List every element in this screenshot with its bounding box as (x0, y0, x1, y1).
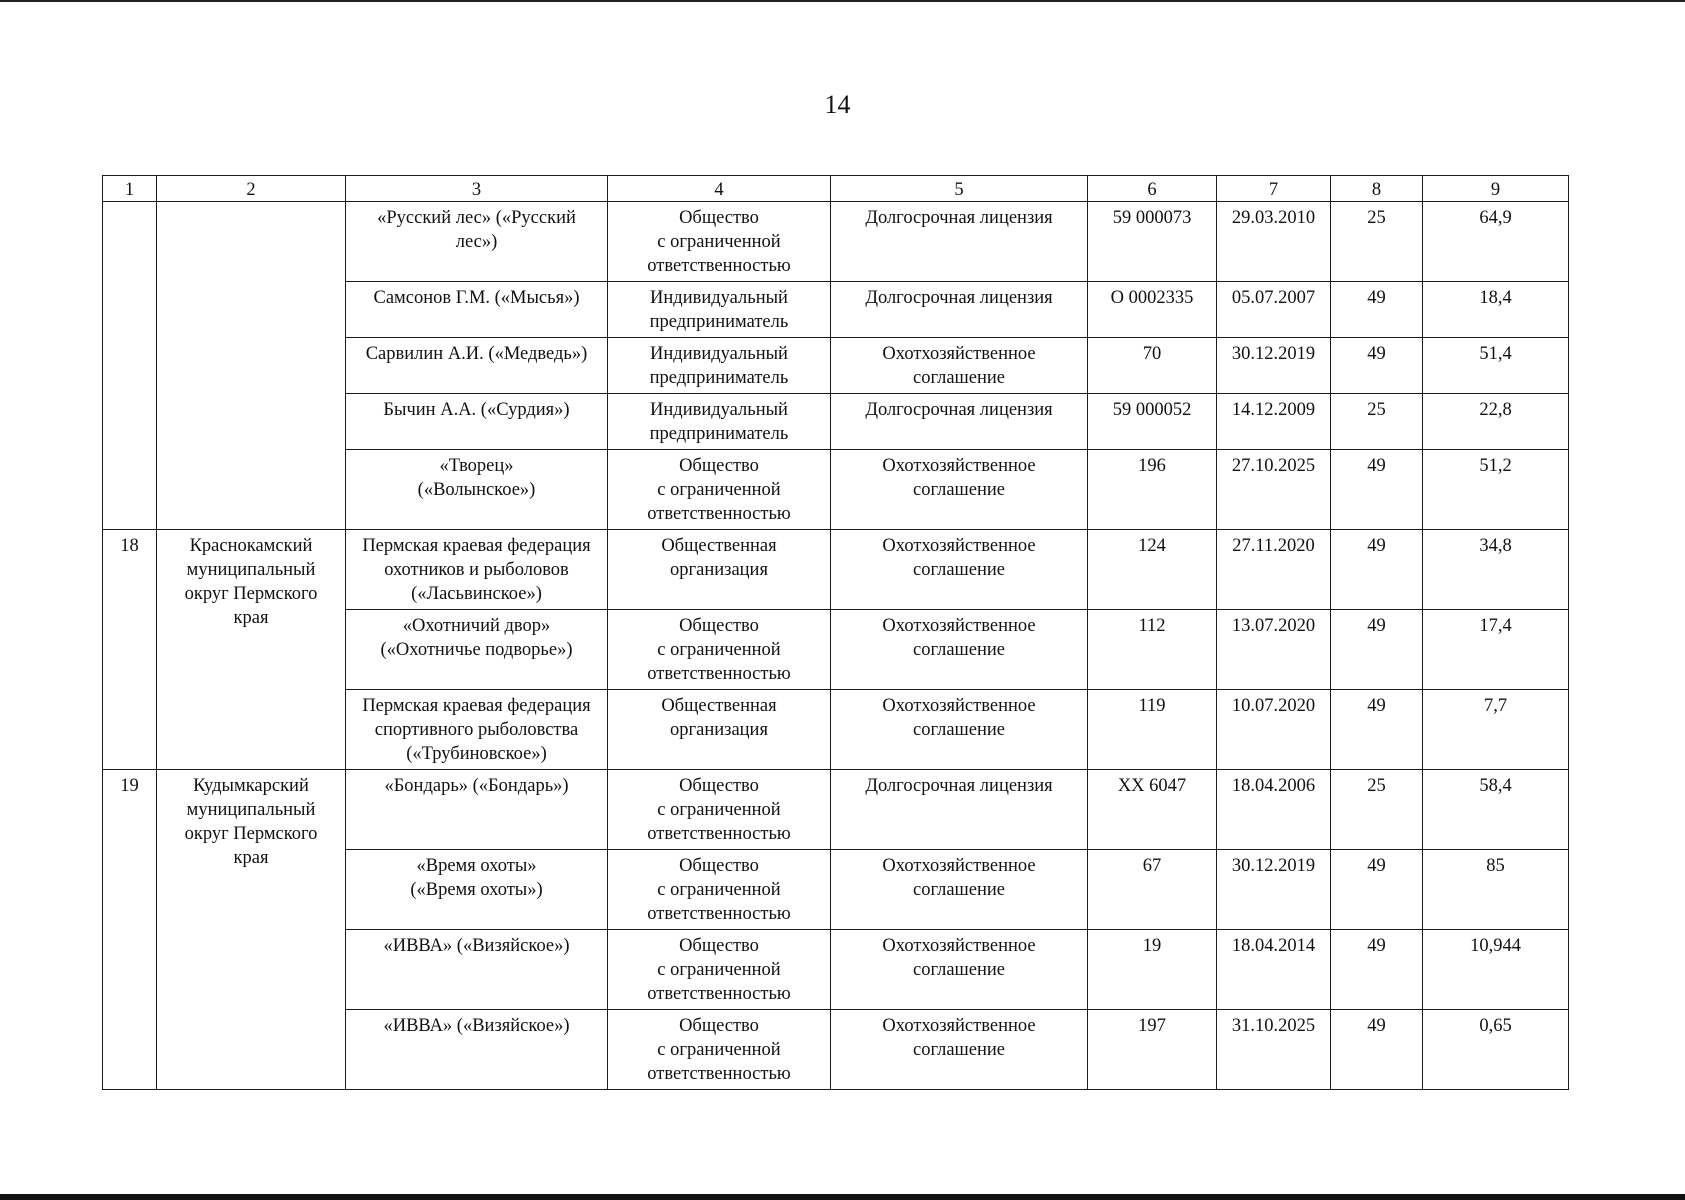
document-date-cell: 18.04.2014 (1217, 930, 1331, 1010)
document-type-cell: Охотхозяйственное соглашение (831, 610, 1088, 690)
org-type-cell: Общественная организация (608, 690, 831, 770)
org-type-cell: Общество с ограниченной ответственностью (608, 610, 831, 690)
table-row (103, 530, 1569, 610)
hunting-user-cell: «ИВВА» («Визяйское») (346, 1010, 608, 1090)
document-number-cell: 59 000073 (1088, 202, 1217, 282)
document-date-cell: 27.11.2020 (1217, 530, 1331, 610)
document-number-cell: 124 (1088, 530, 1217, 610)
district-cell (157, 202, 346, 530)
area-cell: 51,4 (1423, 338, 1569, 394)
document-date-cell: 29.03.2010 (1217, 202, 1331, 282)
hunting-grounds-table (102, 175, 1569, 1090)
hunting-user-cell: «ИВВА» («Визяйское») (346, 930, 608, 1010)
area-cell: 85 (1423, 850, 1569, 930)
document-date-cell: 27.10.2025 (1217, 450, 1331, 530)
area-cell: 22,8 (1423, 394, 1569, 450)
org-type-cell: Общество с ограниченной ответственностью (608, 770, 831, 850)
area-cell: 51,2 (1423, 450, 1569, 530)
document-date-cell: 05.07.2007 (1217, 282, 1331, 338)
org-type-cell: Общественная организация (608, 530, 831, 610)
column-number-row (103, 176, 1569, 202)
document-date-cell: 31.10.2025 (1217, 1010, 1331, 1090)
column-header-7: 7 (1217, 176, 1331, 202)
hunting-user-cell: Пермская краевая федерация спортивного рыболовства («Трубиновское») (346, 690, 608, 770)
hunting-user-cell: Пермская краевая федерация охотников и рыболовов («Ласьвинское») (346, 530, 608, 610)
term-cell: 49 (1331, 610, 1423, 690)
document-number-cell: 112 (1088, 610, 1217, 690)
org-type-cell: Общество с ограниченной ответственностью (608, 850, 831, 930)
document-number-cell: 67 (1088, 850, 1217, 930)
column-header-1: 1 (103, 176, 157, 202)
column-header-6: 6 (1088, 176, 1217, 202)
document-date-cell: 10.07.2020 (1217, 690, 1331, 770)
document-type-cell: Охотхозяйственное соглашение (831, 1010, 1088, 1090)
document-number-cell: 59 000052 (1088, 394, 1217, 450)
document-type-cell: Охотхозяйственное соглашение (831, 338, 1088, 394)
term-cell: 49 (1331, 282, 1423, 338)
group-number-cell: 18 (103, 530, 157, 770)
district-cell: Кудымкарский муниципальный округ Пермского края (157, 770, 346, 1090)
term-cell: 49 (1331, 930, 1423, 1010)
term-cell: 49 (1331, 530, 1423, 610)
document-date-cell: 30.12.2019 (1217, 338, 1331, 394)
document-date-cell: 18.04.2006 (1217, 770, 1331, 850)
document-type-cell: Охотхозяйственное соглашение (831, 450, 1088, 530)
hunting-user-cell: Самсонов Г.М. («Мысья») (346, 282, 608, 338)
term-cell: 25 (1331, 202, 1423, 282)
document-date-cell: 30.12.2019 (1217, 850, 1331, 930)
document-type-cell: Охотхозяйственное соглашение (831, 850, 1088, 930)
org-type-cell: Общество с ограниченной ответственностью (608, 450, 831, 530)
document-number-cell: О 0002335 (1088, 282, 1217, 338)
table-row (103, 770, 1569, 850)
column-header-5: 5 (831, 176, 1088, 202)
column-header-9: 9 (1423, 176, 1569, 202)
column-header-4: 4 (608, 176, 831, 202)
document-number-cell: 119 (1088, 690, 1217, 770)
area-cell: 18,4 (1423, 282, 1569, 338)
document-number-cell: 70 (1088, 338, 1217, 394)
document-type-cell: Охотхозяйственное соглашение (831, 690, 1088, 770)
document-type-cell: Охотхозяйственное соглашение (831, 530, 1088, 610)
page-number: 14 (824, 90, 851, 119)
district-cell: Краснокамский муниципальный округ Пермского края (157, 530, 346, 770)
column-header-8: 8 (1331, 176, 1423, 202)
hunting-user-cell: Бычин А.А. («Сурдия») (346, 394, 608, 450)
area-cell: 64,9 (1423, 202, 1569, 282)
term-cell: 49 (1331, 1010, 1423, 1090)
term-cell: 25 (1331, 394, 1423, 450)
org-type-cell: Общество с ограниченной ответственностью (608, 930, 831, 1010)
term-cell: 25 (1331, 770, 1423, 850)
document-number-cell: 19 (1088, 930, 1217, 1010)
group-number-cell: 19 (103, 770, 157, 1090)
org-type-cell: Индивидуальный предприниматель (608, 394, 831, 450)
term-cell: 49 (1331, 338, 1423, 394)
document-number-cell: 197 (1088, 1010, 1217, 1090)
area-cell: 58,4 (1423, 770, 1569, 850)
scan-edge-top (0, 0, 1685, 2)
document-type-cell: Долгосрочная лицензия (831, 394, 1088, 450)
area-cell: 0,65 (1423, 1010, 1569, 1090)
document-number-cell: 196 (1088, 450, 1217, 530)
term-cell: 49 (1331, 690, 1423, 770)
document-type-cell: Охотхозяйственное соглашение (831, 930, 1088, 1010)
area-cell: 7,7 (1423, 690, 1569, 770)
scan-edge-bottom (0, 1194, 1685, 1200)
document-date-cell: 13.07.2020 (1217, 610, 1331, 690)
area-cell: 10,944 (1423, 930, 1569, 1010)
hunting-user-cell: «Время охоты» («Время охоты») (346, 850, 608, 930)
document-number-cell: XX 6047 (1088, 770, 1217, 850)
org-type-cell: Индивидуальный предприниматель (608, 282, 831, 338)
hunting-user-cell: «Творец» («Волынское») (346, 450, 608, 530)
hunting-user-cell: «Бондарь» («Бондарь») (346, 770, 608, 850)
area-cell: 34,8 (1423, 530, 1569, 610)
area-cell: 17,4 (1423, 610, 1569, 690)
document-date-cell: 14.12.2009 (1217, 394, 1331, 450)
hunting-user-cell: «Русский лес» («Русский лес») (346, 202, 608, 282)
group-number-cell (103, 202, 157, 530)
org-type-cell: Общество с ограниченной ответственностью (608, 1010, 831, 1090)
term-cell: 49 (1331, 850, 1423, 930)
hunting-user-cell: «Охотничий двор» («Охотничье подворье») (346, 610, 608, 690)
table-row (103, 202, 1569, 282)
document-type-cell: Долгосрочная лицензия (831, 282, 1088, 338)
org-type-cell: Общество с ограниченной ответственностью (608, 202, 831, 282)
column-header-3: 3 (346, 176, 608, 202)
term-cell: 49 (1331, 450, 1423, 530)
document-type-cell: Долгосрочная лицензия (831, 202, 1088, 282)
document-type-cell: Долгосрочная лицензия (831, 770, 1088, 850)
org-type-cell: Индивидуальный предприниматель (608, 338, 831, 394)
column-header-2: 2 (157, 176, 346, 202)
hunting-user-cell: Сарвилин А.И. («Медведь») (346, 338, 608, 394)
